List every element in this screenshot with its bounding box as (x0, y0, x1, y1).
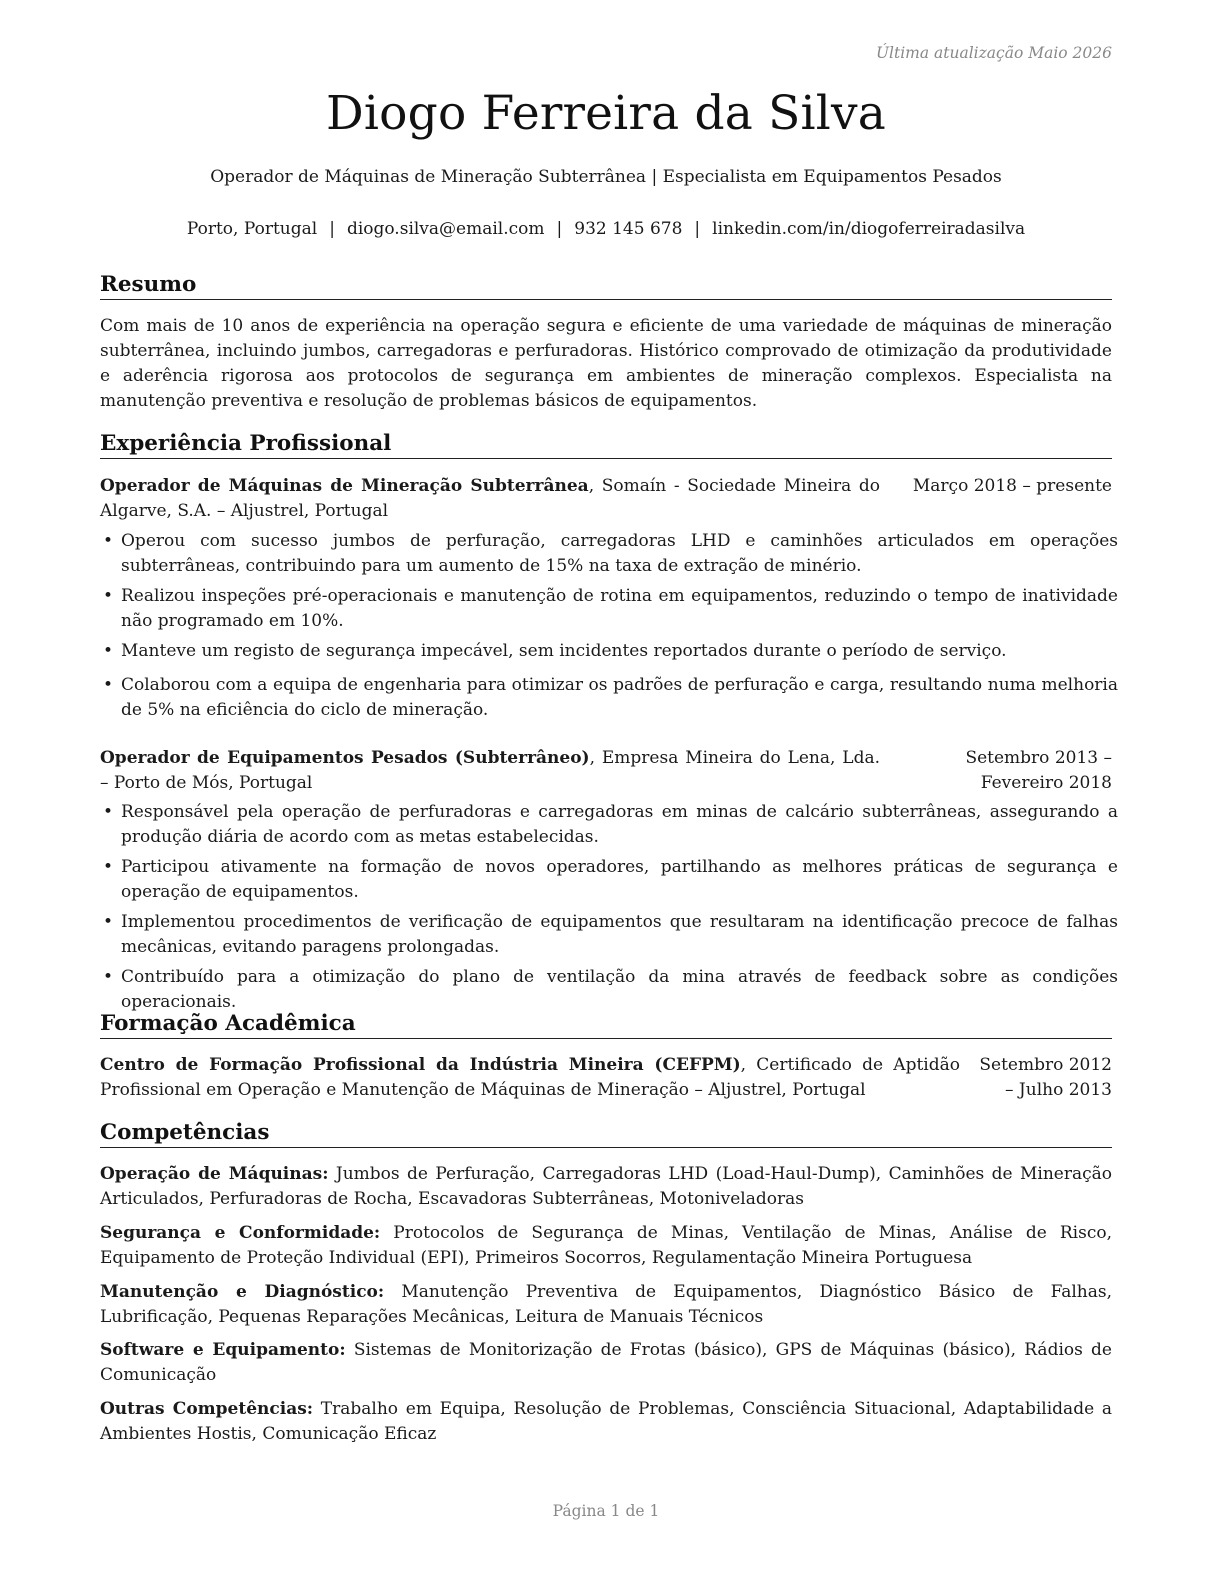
job-role: Operador de Máquinas de Mineração Subterrânea (100, 476, 589, 496)
linkedin-link[interactable]: linkedin.com/in/diogoferreiradasilva (712, 219, 1026, 239)
bullet-icon: • (103, 912, 114, 932)
resume-page (100, 0, 1118, 1584)
section-title-experience: Experiência Profissional (100, 430, 1112, 459)
list-item: • Realizou inspeções pré-operacionais e manutenção de rotina em equipamentos, reduzindo o tempo de inatividade não programado em 10%. (103, 586, 1118, 631)
job-role: Operador de Equipamentos Pesados (Subterrâneo) (100, 748, 590, 768)
job-title-line (100, 746, 880, 796)
candidate-name: Diogo Ferreira da Silva (326, 86, 886, 141)
job-dates: Março 2018 – presente (912, 476, 1112, 496)
education-dates: Setembro 2012 – Julho 2013 (979, 1055, 1112, 1100)
email-link[interactable]: diogo.silva@email.com (346, 219, 545, 239)
certificate: , Certificado de Aptidão Profissional em Operação e Manutenção de Máquinas de Mineração – Aljustrel, Portugal (100, 1055, 960, 1100)
education-title-line (100, 1053, 960, 1103)
separator: | (694, 219, 701, 239)
job-bullets (100, 800, 1118, 1015)
last-updated: Última atualização Maio 2026 (875, 44, 1112, 62)
job-header (100, 746, 1112, 796)
skill-item: Software e Equipamento: Sistemas de Monitorização de Frotas (básico), GPS de Máquinas (básico), Rádios de Comunicação (100, 1340, 1112, 1385)
section-title-education: Formação Acadêmica (100, 1010, 1112, 1039)
bullet-icon: • (103, 857, 114, 877)
institution: Centro de Formação Profissional da Indústria Mineira (CEFPM) (100, 1055, 741, 1075)
summary-text: Com mais de 10 anos de experiência na operação segura e eficiente de uma variedade de máquinas de mineração subterrânea, incluindo jumbos, carregadoras e perfuradoras. Histórico comprovado de otimização da produtividade e aderência rigorosa aos protocolos de segurança em ambientes de mineração complexos. Especialista na manutenção preventiva e resolução de problemas básicos de equipamentos. (100, 316, 1112, 411)
phone: 932 145 678 (574, 219, 683, 239)
separator: | (329, 219, 335, 239)
job-bullets (100, 529, 1118, 723)
job-header (100, 474, 1112, 524)
list-item: • Responsável pela operação de perfuradoras e carregadoras em minas de calcário subterrâneas, assegurando a produção diária de acordo com as metas estabelecidas. (103, 802, 1118, 847)
bullet-icon: • (103, 586, 114, 606)
separator: | (556, 219, 563, 239)
list-item: • Manteve um registo de segurança impecável, sem incidentes reportados durante o período de serviço. (100, 639, 1118, 664)
list-item: • Contribuído para a otimização do plano de ventilação da mina através de feedback sobre as condições operacionais. (103, 967, 1118, 1012)
skill-label: Manutenção e Diagnóstico: (100, 1282, 385, 1302)
skill-label: Operação de Máquinas: (100, 1164, 329, 1184)
bullet-icon: • (103, 641, 114, 661)
skill-item: Outras Competências: Trabalho em Equipa, Resolução de Problemas, Consciência Situacional, Adaptabilidade a Ambientes Hostis, Comunicação Eficaz (100, 1399, 1112, 1444)
page-number: Página 1 de 1 (552, 1502, 660, 1520)
skill-item: Segurança e Conformidade: Protocolos de Segurança de Minas, Ventilação de Minas, Análise de Risco, Equipamento de Proteção Individual (EPI), Primeiros Socorros, Regulamentação Mineira Portuguesa (100, 1223, 1112, 1268)
location: Porto, Portugal (186, 219, 318, 239)
list-item: • Implementou procedimentos de verificação de equipamentos que resultaram na identificação precoce de falhas mecânicas, evitando paragens prolongadas. (103, 912, 1118, 957)
list-item: • Participou ativamente na formação de novos operadores, partilhando as melhores práticas de segurança e operação de equipamentos. (103, 857, 1118, 902)
section-title-skills: Competências (100, 1119, 1112, 1148)
job-company: , Somaín - Sociedade Mineira do Algarve, S.A. – Aljustrel, Portugal (100, 476, 880, 521)
bullet-icon: • (103, 675, 114, 695)
section-title-summary: Resumo (100, 271, 1112, 300)
list-item: • Operou com sucesso jumbos de perfuração, carregadoras LHD e caminhões articulados em operações subterrâneas, contribuindo para um aumento de 15% na taxa de extração de minério. (103, 531, 1118, 576)
skill-item: Operação de Máquinas: Jumbos de Perfuração, Carregadoras LHD (Load-Haul-Dump), Caminhões de Mineração Articulados, Perfuradoras de Rocha, Escavadoras Subterrâneas, Motoniveladoras (100, 1164, 1112, 1209)
skill-label: Software e Equipamento: (100, 1340, 346, 1360)
bullet-icon: • (103, 802, 114, 822)
job-company: , Empresa Mineira do Lena, Lda. – Porto de Mós, Portugal (100, 748, 880, 793)
bullet-icon: • (103, 967, 114, 987)
education-entry (100, 1053, 1112, 1103)
job-dates: Setembro 2013 – Fevereiro 2018 (965, 748, 1112, 793)
skill-label: Outras Competências: (100, 1399, 314, 1419)
list-item: • Colaborou com a equipa de engenharia para otimizar os padrões de perfuração e carga, resultando numa melhoria de 5% na eficiência do ciclo de mineração. (103, 675, 1118, 720)
bullet-icon: • (103, 531, 114, 551)
contact-line (100, 219, 1112, 239)
skill-label: Segurança e Conformidade: (100, 1223, 381, 1243)
job-title-line (100, 474, 880, 524)
headline: Operador de Máquinas de Mineração Subterrânea | Especialista em Equipamentos Pesados (210, 167, 1002, 187)
skill-item: Manutenção e Diagnóstico: Manutenção Preventiva de Equipamentos, Diagnóstico Básico de Falhas, Lubrificação, Pequenas Reparações Mecânicas, Leitura de Manuais Técnicos (100, 1282, 1112, 1327)
